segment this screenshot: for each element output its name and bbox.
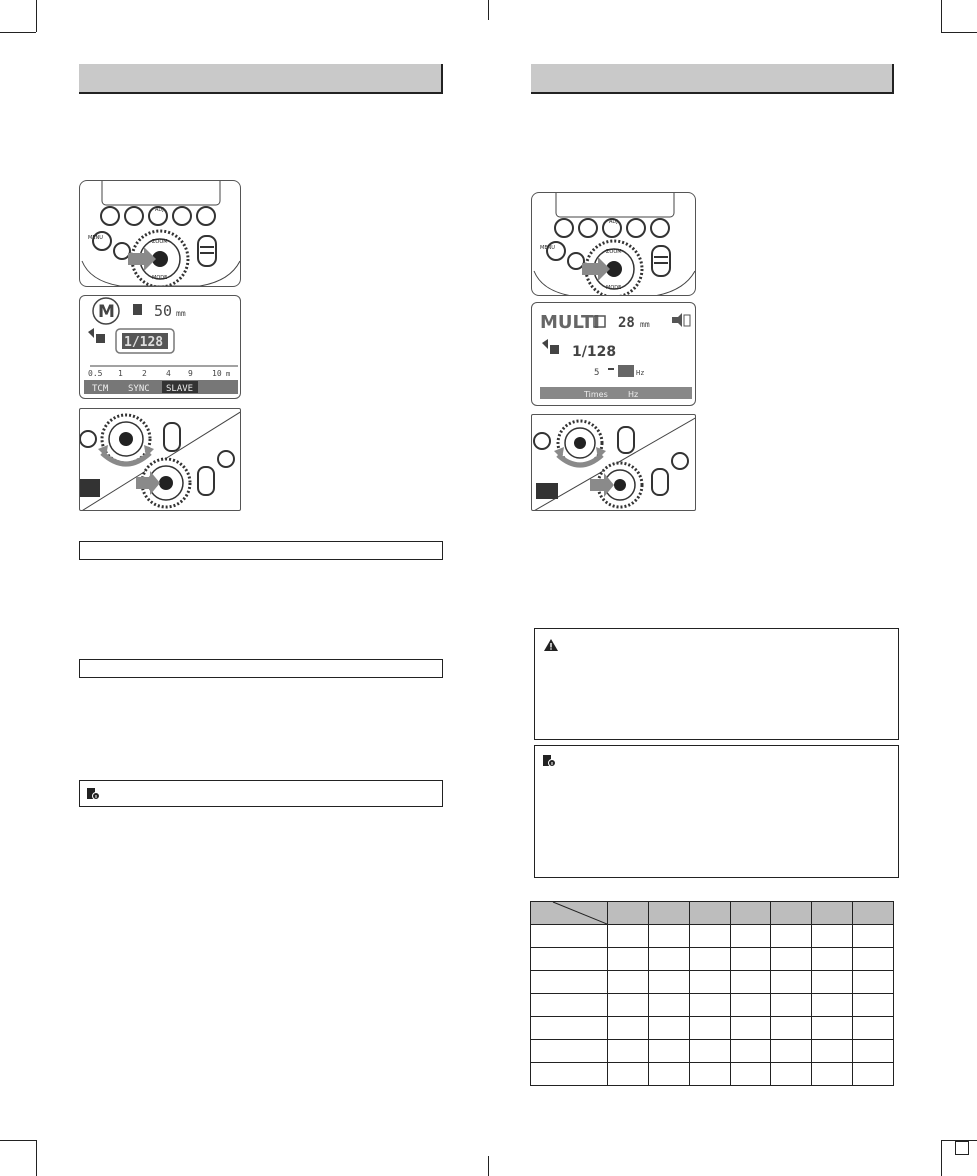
table-header-cell: [608, 902, 649, 925]
lcd-menu-0: TCM: [92, 384, 109, 394]
lcd-display-multi: [531, 302, 696, 406]
lcd-zoom-value: 50: [154, 302, 173, 320]
table-row: [531, 1017, 894, 1040]
left-subheader-2: [79, 659, 443, 678]
lcd-scale-4: 9: [188, 369, 193, 378]
table-row: [531, 948, 894, 971]
crop-mark: [488, 0, 489, 20]
left-note-bar: [79, 780, 443, 807]
crop-mark: [36, 0, 37, 32]
lcd-scale-unit: m: [226, 370, 231, 378]
lcd-scale-3: 4: [166, 369, 171, 378]
lcd-multi-zoom-unit: mm: [640, 320, 650, 329]
crop-mark: [941, 32, 977, 33]
table-corner-cell: [531, 902, 608, 925]
table-header-cell: [771, 902, 812, 925]
table-header-cell: [730, 902, 771, 925]
right-section-header: [531, 64, 894, 94]
crop-mark: [0, 32, 36, 33]
mode-label: MODE: [152, 275, 168, 281]
crop-mark: [0, 1140, 36, 1141]
flash-control-illustration-4: [531, 414, 696, 511]
table-header-row: [531, 902, 894, 925]
table-row: [531, 971, 894, 994]
lcd-zoom-unit: mm: [176, 309, 186, 318]
multi-flash-table: [530, 901, 894, 1086]
note-box: [534, 745, 899, 878]
lcd-multi-menu-0: Times: [584, 390, 608, 399]
table-row: [531, 994, 894, 1017]
lcd-scale-2: 2: [142, 369, 147, 378]
adj-label-2: ADJ: [609, 219, 618, 225]
table-header-cell: [648, 902, 689, 925]
lcd-display-manual: [79, 295, 241, 399]
table-row: [531, 1040, 894, 1063]
menu-label-2: MENU: [540, 245, 555, 251]
flash-power-icon-2: [542, 339, 548, 349]
table-row: [531, 1063, 894, 1086]
lcd-power: 1/128: [124, 335, 164, 350]
table-header-cell: [853, 902, 894, 925]
warning-box: [534, 628, 899, 740]
lcd-multi-zoom-value: 28: [618, 315, 635, 331]
crop-mark: [941, 1140, 942, 1176]
note-icon: [87, 788, 99, 800]
lcd-scale-5: 10: [212, 369, 222, 378]
left-section-header: [79, 64, 443, 94]
mode-label-2: MODE: [606, 285, 622, 291]
lcd-mode: M: [98, 302, 115, 322]
table-header-cell: [689, 902, 730, 925]
registration-box: [955, 1141, 969, 1155]
flash-power-icon: [88, 328, 94, 338]
menu-label: MENU: [88, 235, 103, 241]
crop-mark: [488, 1156, 489, 1176]
table-header-cell: [812, 902, 853, 925]
flash-control-illustration-2: [79, 408, 241, 511]
lcd-multi-times: 5: [594, 368, 600, 378]
lcd-multi-power: 1/128: [572, 344, 617, 360]
table-row: [531, 925, 894, 948]
flash-control-illustration-3: [531, 192, 696, 296]
lcd-multi-menu-1: Hz: [628, 390, 639, 399]
speaker-icon: [672, 313, 682, 327]
crop-mark: [36, 1140, 37, 1176]
lcd-multi-mode: MULTI: [540, 312, 600, 333]
lcd-menu-2: SLAVE: [166, 384, 194, 394]
crop-mark: [941, 0, 942, 32]
flash-control-illustration-1: [79, 180, 241, 287]
adj-label: ADJ: [155, 207, 164, 213]
lcd-menu-1: SYNC: [128, 384, 150, 394]
zoom-label: ZOOM: [152, 239, 168, 245]
lcd-multi-freq-unit: Hz: [636, 369, 645, 377]
lcd-scale-0: 0.5: [88, 369, 103, 378]
left-subheader-1: [79, 541, 443, 560]
zoom-label-2: ZOOM: [606, 249, 622, 255]
lcd-scale-1: 1: [118, 369, 123, 378]
note-icon: [543, 755, 555, 767]
warning-icon: [544, 639, 558, 651]
